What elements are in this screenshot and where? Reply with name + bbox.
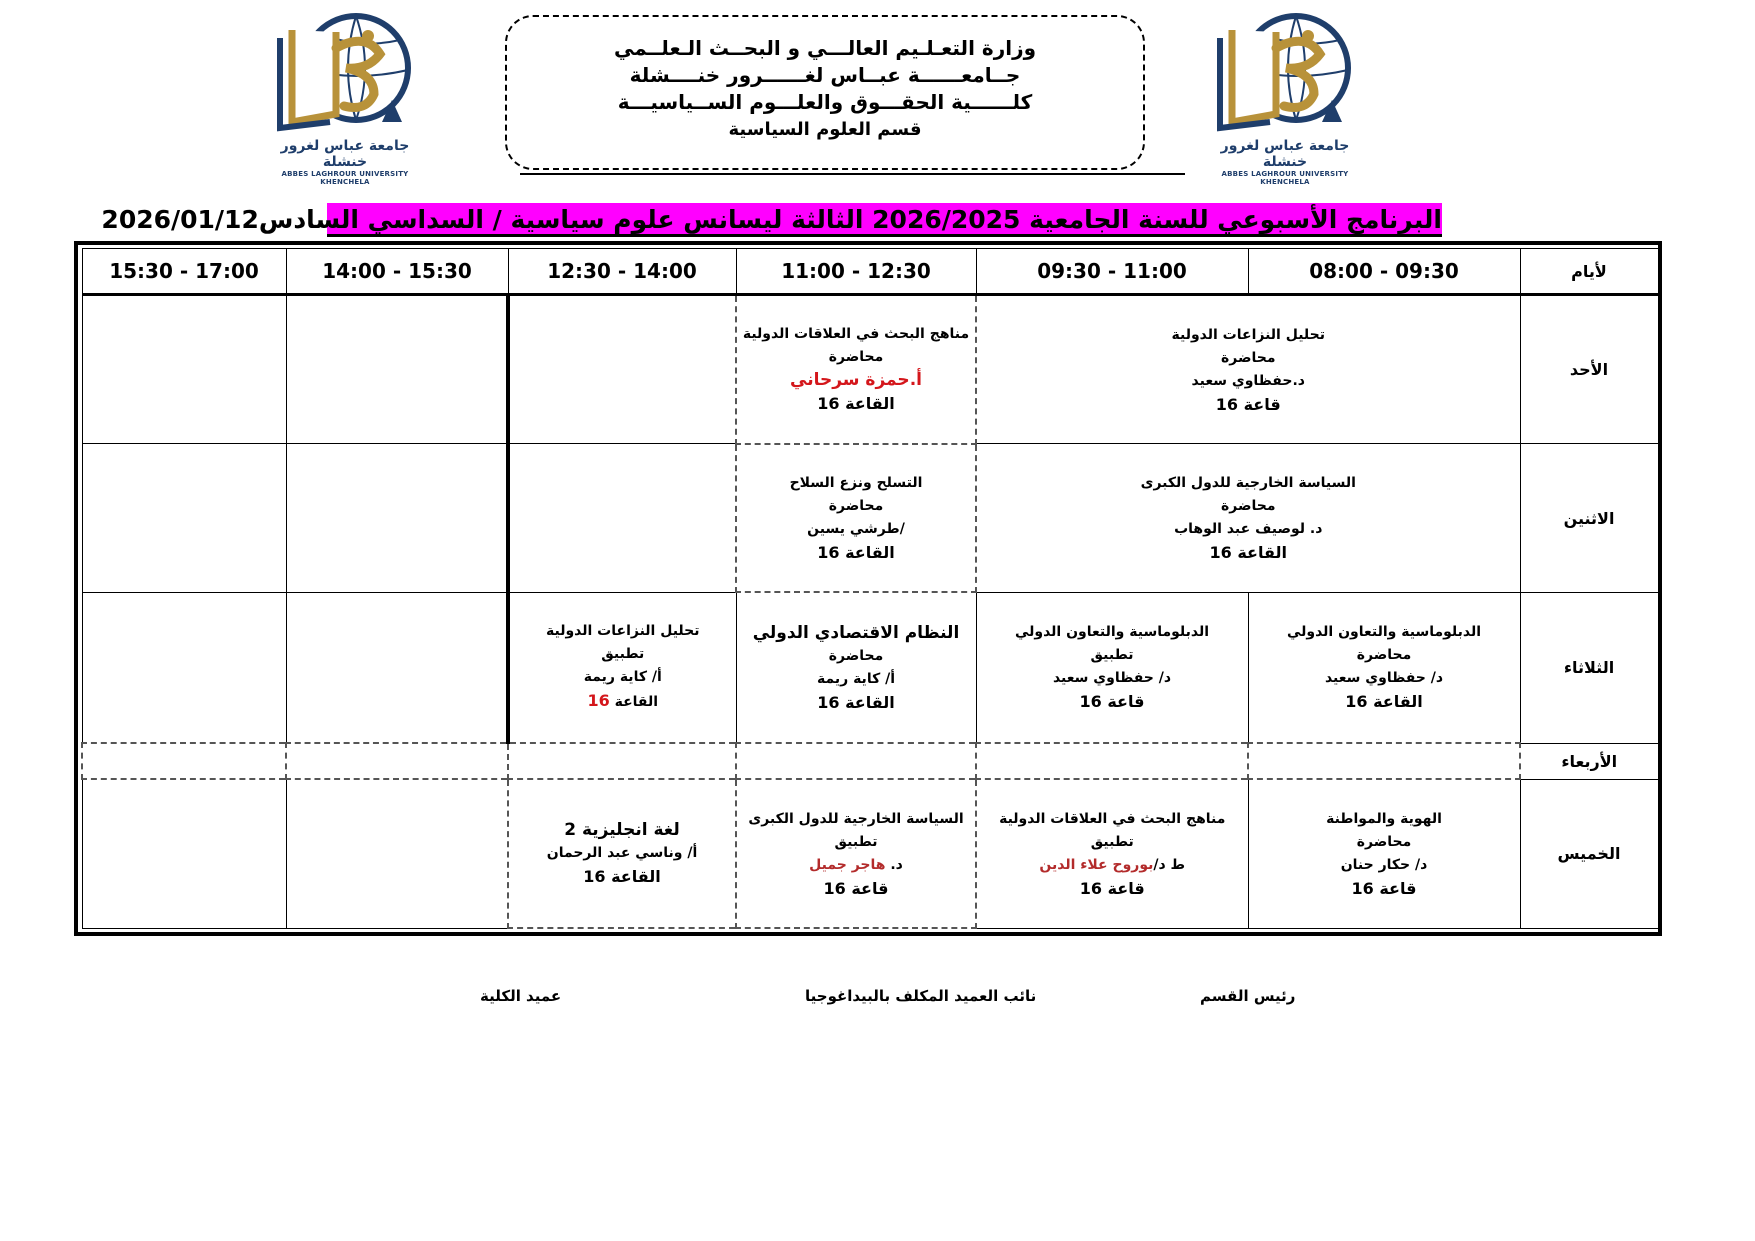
course-subject: لغة انجليزية 2 [564,820,680,841]
class-slot [1248,592,1520,743]
class-slot [976,592,1248,743]
university-emblem-icon [270,10,420,142]
course-teacher [981,854,1244,877]
teacher-prefix: د. [890,856,903,873]
empty-slot [82,592,286,743]
day-label: الأحد [1520,295,1658,444]
empty-slot [508,743,736,779]
empty-slot [286,592,508,743]
faculty-name: كلــــــية الحقـــوق والعلـــوم الســياسيـــة [617,90,1033,114]
course-subject: الدبلوماسية والتعاون الدولي [1286,624,1482,641]
time-slot-header: 11:00 - 09:30 [976,249,1248,295]
course-room: قاعة 16 [1079,692,1145,712]
university-logo-right [1205,10,1365,186]
empty-slot [82,295,286,444]
empty-slot [286,444,508,593]
course-type: محاضرة [1356,647,1412,664]
class-slot [976,779,1248,928]
course-subject: السياسة الخارجية للدول الكبرى [748,810,964,827]
schedule-header-row [82,249,1658,295]
course-teacher: /طرشي يسين [807,521,905,538]
signature-dept-head: رئيس القسم [1200,987,1296,1005]
signature-dean: عميد الكلية [480,987,562,1005]
university-name: جــامعــــــة عبــاس لغــــــرور خنــــشلة [629,63,1021,87]
empty-slot [286,295,508,444]
empty-slot [508,444,736,593]
course-type: تطبيق [1090,833,1134,850]
time-slot-header: 14:00 - 12:30 [508,249,736,295]
university-emblem-icon [1210,10,1360,142]
schedule-row-wednesday [82,743,1658,779]
course-teacher: أ/ كاية ريمة [817,670,895,687]
header-divider [520,173,1185,175]
empty-slot [1248,743,1520,779]
day-label: الاثنين [1520,444,1658,593]
schedule-row-thursday [82,779,1658,928]
class-slot [736,444,976,593]
empty-slot [82,779,286,928]
course-room: القاعة 16 [817,543,895,563]
empty-slot [736,743,976,779]
course-subject: مناهج البحث في العلاقات الدولية [999,810,1226,827]
empty-slot [82,743,286,779]
schedule-row-sunday [82,295,1658,444]
course-room-number: 16 [587,691,610,711]
course-subject: تحليل النزاعات الدولية [1171,326,1325,343]
course-type: تطبيق [834,833,878,850]
course-teacher: أ/ كاية ريمة [583,669,662,686]
ministry-name: وزارة التعـلـيم العالـــي و البحــث الـعلــمي [613,36,1037,60]
course-type: محاضرة [1356,833,1412,850]
university-logo-left [265,10,425,186]
class-slot [976,444,1520,593]
course-teacher: د/ حفظاوي سعيد [1052,670,1172,687]
day-label: الثلاثاء [1520,592,1658,743]
course-room: قاعة 16 [1351,878,1417,898]
class-slot [1248,779,1520,928]
course-room: القاعة 16 [817,692,895,712]
empty-slot [286,779,508,928]
time-slot-header: 15:30 - 14:00 [286,249,508,295]
course-subject: التسلح ونزع السلاح [789,475,923,492]
course-subject: مناهج البحث في العلاقات الدولية [742,326,970,343]
time-slot-header: 17:00 - 15:30 [82,249,286,295]
course-subject: الدبلوماسية والتعاون الدولي [1014,624,1210,641]
teacher-name: بوروح علاء الدين [1039,856,1154,873]
course-type: محاضرة [828,349,884,366]
university-logo-english: ABBES LAGHROUR UNIVERSITY KHENCHELA [281,170,409,186]
course-room-label: القاعة [614,694,659,711]
institution-header [505,15,1145,170]
teacher-name: هاجر جميل [809,856,886,873]
empty-slot [508,295,736,444]
course-room: القاعة 16 [817,394,895,414]
course-type: محاضرة [828,647,884,664]
course-type: تطبيق [1090,647,1134,664]
course-room: قاعة 16 [1215,394,1281,414]
days-column-header: لأيام [1520,249,1658,295]
class-slot [976,295,1520,444]
course-type: محاضرة [828,498,884,515]
course-type: تطبيق [601,646,645,663]
class-slot [508,779,736,928]
empty-slot [286,743,508,779]
class-slot [736,592,976,743]
course-teacher: د. لوصيف عبد الوهاب [1174,521,1323,538]
schedule-row-monday [82,444,1658,593]
course-teacher [741,854,971,877]
course-teacher: أ.حمزة سرحاني [790,370,922,391]
teacher-prefix: ط د/ [1153,856,1186,873]
empty-slot [82,444,286,593]
course-room: القاعة 16 [1209,543,1287,563]
course-room: القاعة 16 [583,867,661,887]
empty-slot [976,743,1248,779]
course-teacher: د/ حفظاوي سعيد [1324,670,1444,687]
course-room: القاعة 16 [1345,692,1423,712]
course-room: قاعة 16 [823,878,889,898]
course-teacher: أ/ وناسي عبد الرحمان [546,845,698,862]
class-slot [508,592,736,743]
time-slot-header: 09:30 - 08:00 [1248,249,1520,295]
signature-vice-dean: نائب العميد المكلف بالبيداغوجيا [805,987,1037,1005]
class-slot [736,779,976,928]
university-logo-arabic: جامعة عباس لغرور خنشلة [1220,138,1350,170]
course-subject: السياسة الخارجية للدول الكبرى [1140,475,1356,492]
class-slot [736,295,976,444]
schedule-table-frame [74,241,1662,936]
course-subject: تحليل النزاعات الدولية [546,623,700,640]
course-type: محاضرة [1220,349,1276,366]
course-room [514,689,732,714]
course-subject: النظام الاقتصادي الدولي [752,622,960,643]
course-teacher: د/ حكار حنان [1340,856,1428,873]
time-slot-header: 12:30 - 11:00 [736,249,976,295]
day-label: الخميس [1520,779,1658,928]
program-title: البرنامج الأسبوعي للسنة الجامعية 2026/2025 الثالثة ليسانس علوم سياسية / السداسي السادس2026/01/12 [327,203,1442,237]
course-room: قاعة 16 [1079,878,1145,898]
university-logo-arabic: جامعة عباس لغرور خنشلة [280,138,410,170]
schedule-row-tuesday [82,592,1658,743]
course-teacher: د.حفظاوي سعيد [1191,372,1305,389]
weekly-schedule-table [81,248,1659,929]
course-type: محاضرة [1220,498,1276,515]
university-logo-english: ABBES LAGHROUR UNIVERSITY KHENCHELA [1221,170,1349,186]
course-subject: الهوية والمواطنة [1326,810,1442,827]
department-name: قسم العلوم السياسية [728,119,922,140]
day-label: الأربعاء [1520,743,1658,779]
